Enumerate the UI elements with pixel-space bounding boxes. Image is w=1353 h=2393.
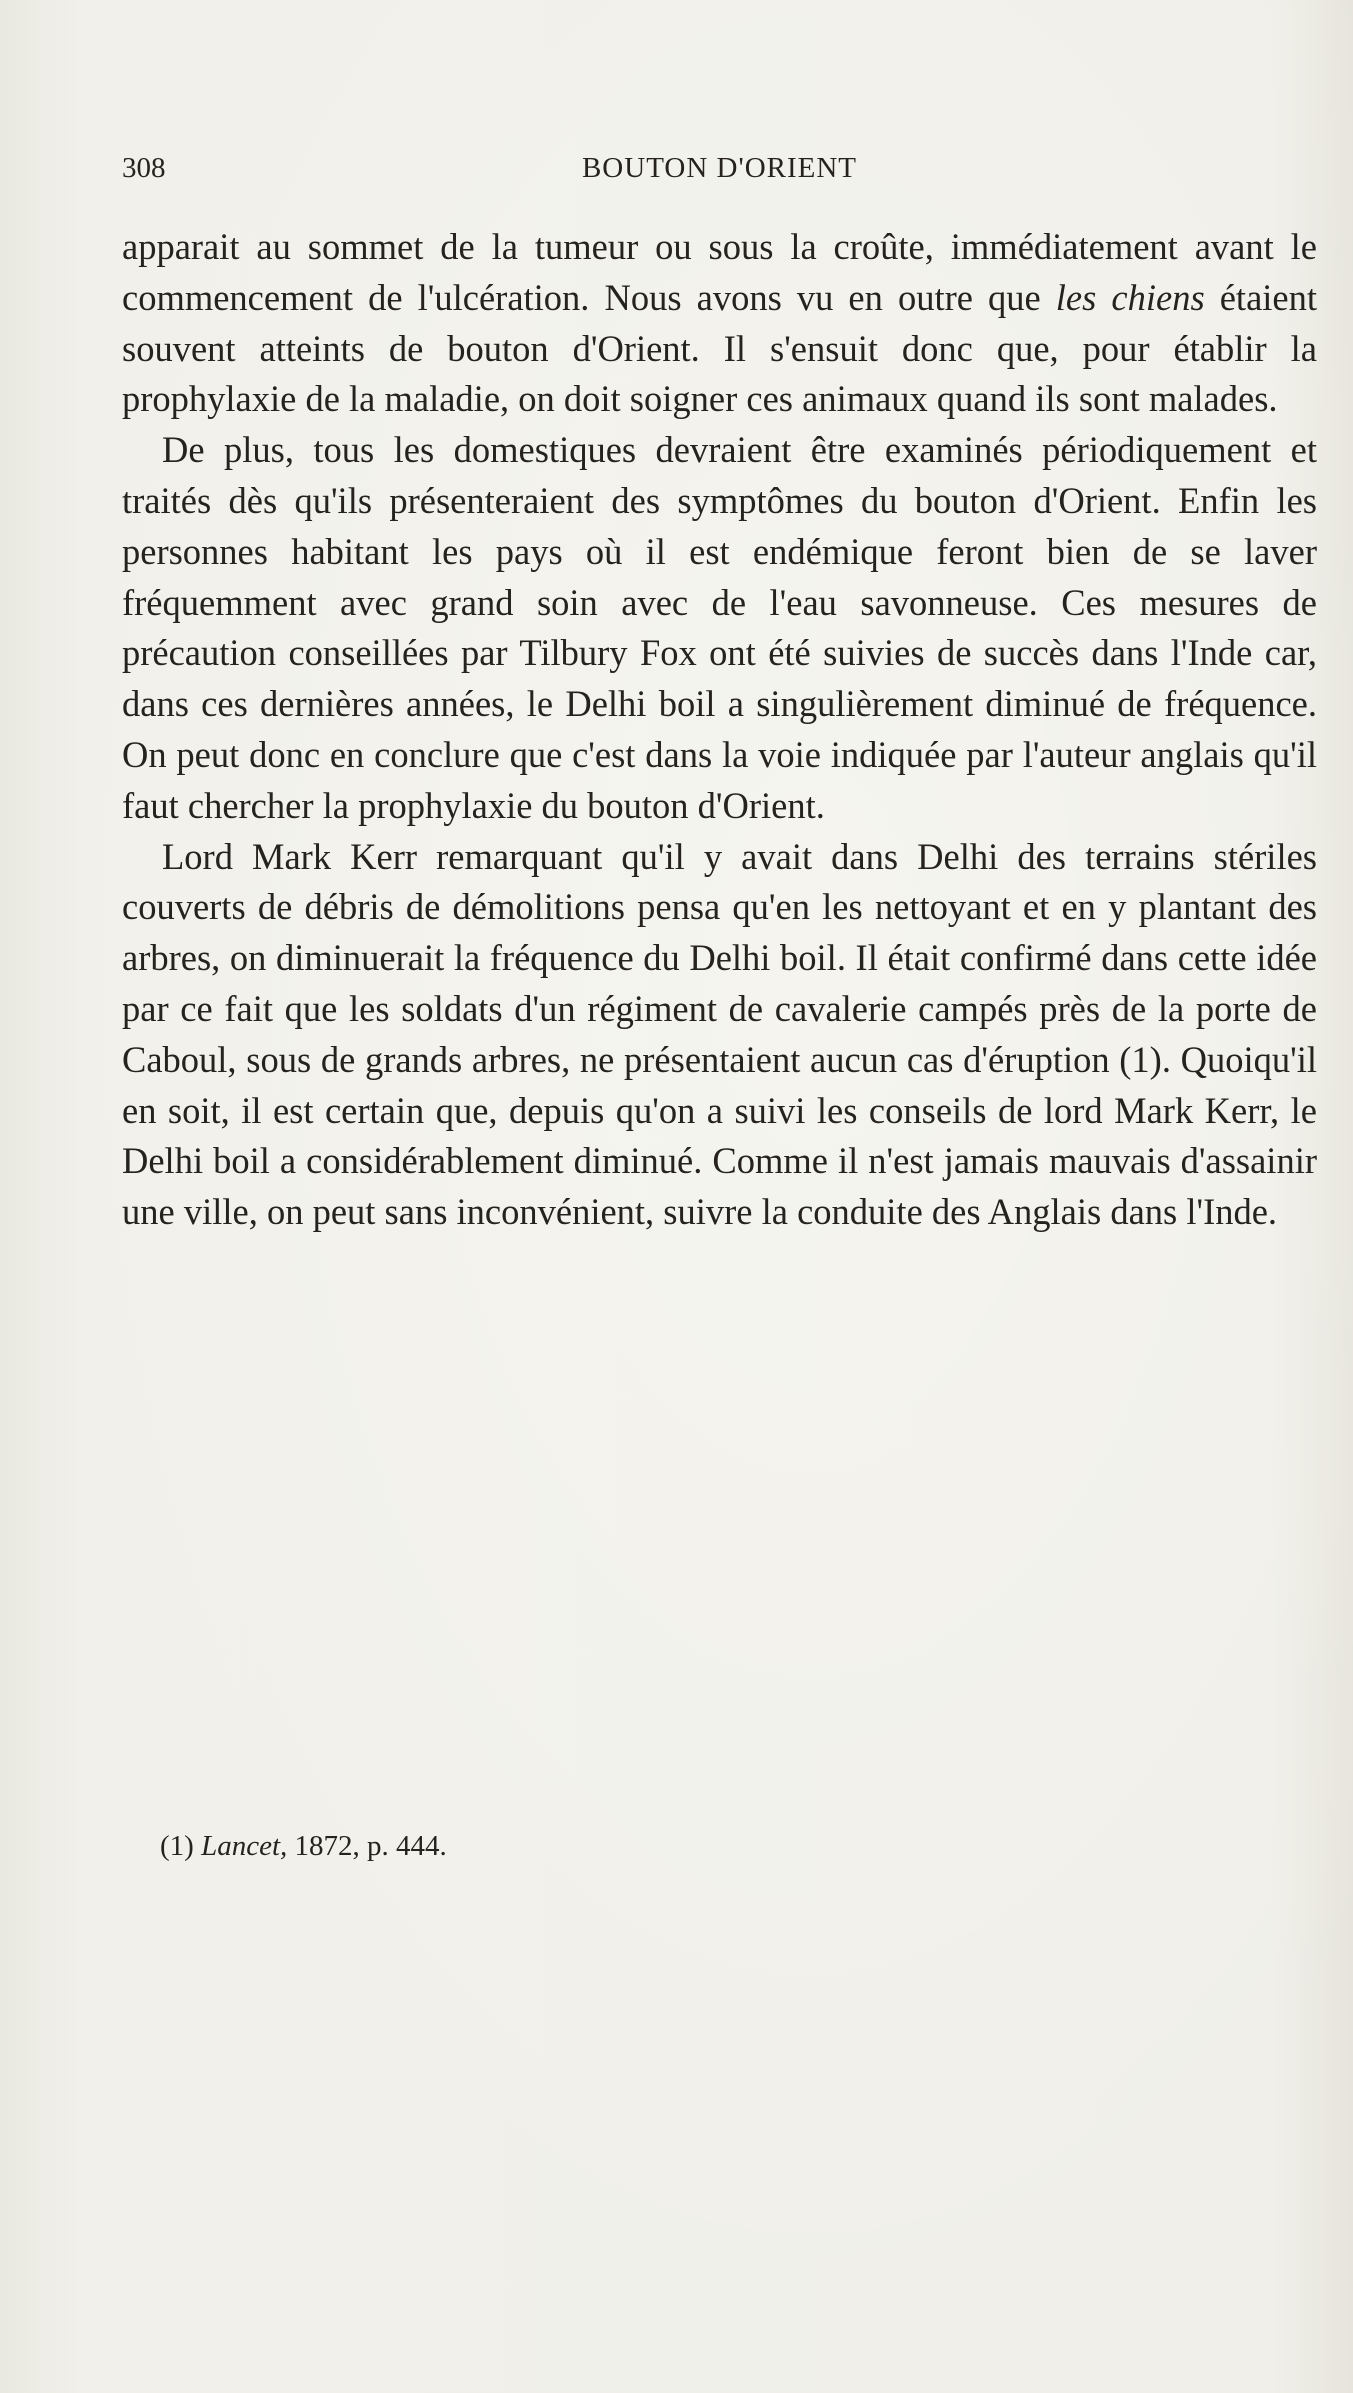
paragraph-1-emphasis: les chiens bbox=[1055, 276, 1205, 318]
running-head bbox=[122, 152, 1317, 196]
footnote-detail: 1872, p. 444. bbox=[294, 1830, 447, 1862]
body-text bbox=[122, 222, 1317, 1238]
paragraph-1 bbox=[122, 222, 1317, 425]
running-title: BOUTON D'ORIENT bbox=[581, 152, 858, 184]
footnote bbox=[160, 1826, 447, 1866]
footnote-marker: (1) bbox=[160, 1830, 194, 1862]
footnote-source: Lancet, bbox=[201, 1830, 288, 1862]
paragraph-1-text-start: apparait au sommet de la tumeur ou sous la croûte, immédiatement avant le commencement de l'ulcération. Nous avons vu en outre que bbox=[122, 226, 1317, 318]
page-number: 308 bbox=[122, 152, 166, 184]
paragraph-2: De plus, tous les domestiques devraient être examinés périodiquement et traités dès qu'ils présenteraient des symptômes du bouton d'Orient. Enfin les personnes habitant les pays où il est endémique feront bien de se laver fréquemment avec grand soin avec de l'eau savonneuse. Ces mesures de précaution conseillées par Tilbury Fox ont été suivies de succès dans l'Inde car, dans ces dernières années, le Delhi boil a singulièrement diminué de fréquence. On peut donc en conclure que c'est dans la voie indiquée par l'auteur anglais qu'il faut chercher la prophylaxie du bouton d'Orient. bbox=[122, 429, 1317, 826]
paragraph-3: Lord Mark Kerr remarquant qu'il y avait dans Delhi des terrains stériles couverts de débris de démolitions pensa qu'en les nettoyant et en y plantant des arbres, on diminuerait la fréquence du Delhi boil. Il était confirmé dans cette idée par ce fait que les soldats d'un régiment de cavalerie campés près de la porte de Caboul, sous de grands arbres, ne présentaient aucun cas d'éruption (1). Quoiqu'il en soit, il est certain que, depuis qu'on a suivi les conseils de lord Mark Kerr, le Delhi boil a considérablement diminué. Comme il n'est jamais mauvais d'assainir une ville, on peut sans inconvénient, suivre la conduite des Anglais dans l'Inde. bbox=[122, 835, 1317, 1233]
paragraph-1-text-end: étaient souvent atteints de bouton d'Orient. Il s'ensuit donc que, pour établir la prophylaxie de la maladie, on doit soigner ces animaux quand ils sont malades. bbox=[122, 276, 1317, 420]
